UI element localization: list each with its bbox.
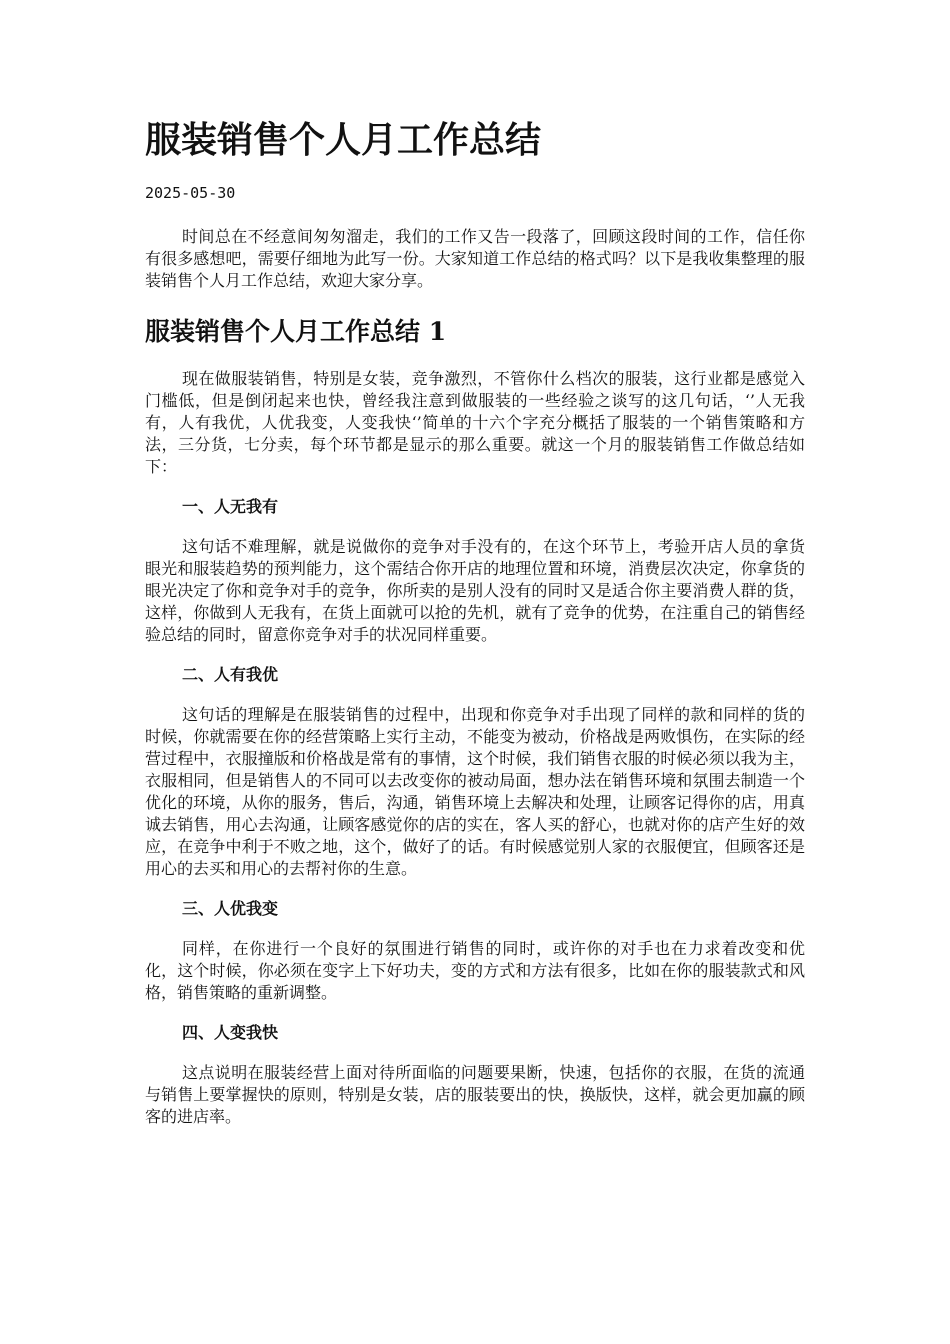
point-heading-1: 一、人无我有 (182, 497, 279, 516)
point-body-4: 这点说明在服装经营上面对待所面临的问题要果断，快速，包括你的衣服，在货的流通与销售上要掌握快的原则，特别是女装，店的服装要出的快，换版快，这样，就会更加赢的顾客的进店率。 (145, 1063, 805, 1126)
point-heading-3: 三、人优我变 (182, 899, 279, 918)
point-heading-2: 二、人有我优 (182, 665, 279, 684)
point-body-1: 这句话不难理解，就是说做你的竞争对手没有的，在这个环节上，考验开店人员的拿货眼光和服装趋势的预判能力，这个需结合你开店的地理位置和环境，消费层次决定，你拿货的眼光决定了你和竞争对手的竞争，你所卖的是别人没有的同时又是适合你主要消费人群的货，这样，你做到人无我有，在货上面就可以抢的先机，就有了竞争的优势，在注重自己的销售经验总结的同时，留意你竞争对手的状况同样重要。 (145, 537, 805, 644)
section-heading: 服装销售个人月工作总结 1 (145, 317, 447, 346)
document-page (145, 110, 805, 1128)
document-date: 2025-05-30 (145, 184, 236, 202)
document-title: 服装销售个人月工作总结 (145, 119, 542, 161)
point-heading-4: 四、人变我快 (182, 1023, 279, 1042)
point-body-3: 同样，在你进行一个良好的氛围进行销售的同时，或许你的对手也在力求着改变和优化，这个时候，你必须在变字上下好功夫，变的方式和方法有很多，比如在你的服装款式和风格，销售策略的重新调整。 (145, 939, 805, 1002)
opening-paragraph: 现在做服装销售，特别是女装，竞争激烈，不管你什么档次的服装，这行业都是感觉入门槛低，但是倒闭起来也快，曾经我注意到做服装的一些经验之谈写的这几句话，‘’人无我有，人有我优，人优我变，人变我快‘’简单的十六个字充分概括了服装的一个销售策略和方法，三分货，七分卖，每个环节都是显示的那么重要。就这一个月的服装销售工作做总结如下： (145, 369, 805, 476)
point-body-2: 这句话的理解是在服装销售的过程中，出现和你竞争对手出现了同样的款和同样的货的时候，你就需要在你的经营策略上实行主动，不能变为被动，价格战是两败惧伤，在实际的经营过程中，衣服撞版和价格战是常有的事情，这个时候，我们销售衣服的时候必须以我为主，衣服相同，但是销售人的不同可以去改变你的被动局面，想办法在销售环境和氛围去制造一个优化的环境，从你的服务，售后，沟通，销售环境上去解决和处理，让顾客记得你的店，用真诚去销售，用心去沟通，让顾客感觉你的店的实在，客人买的舒心，也就对你的店产生好的效应，在竞争中利于不败之地，这个，做好了的话。有时候感觉别人家的衣服便宜，但顾客还是用心的去买和用心的去帮衬你的生意。 (145, 705, 805, 878)
intro-paragraph: 时间总在不经意间匆匆溜走，我们的工作又告一段落了，回顾这段时间的工作，信任你有很多感想吧，需要仔细地为此写一份。大家知道工作总结的格式吗？以下是我收集整理的服装销售个人月工作总结，欢迎大家分享。 (145, 227, 805, 290)
